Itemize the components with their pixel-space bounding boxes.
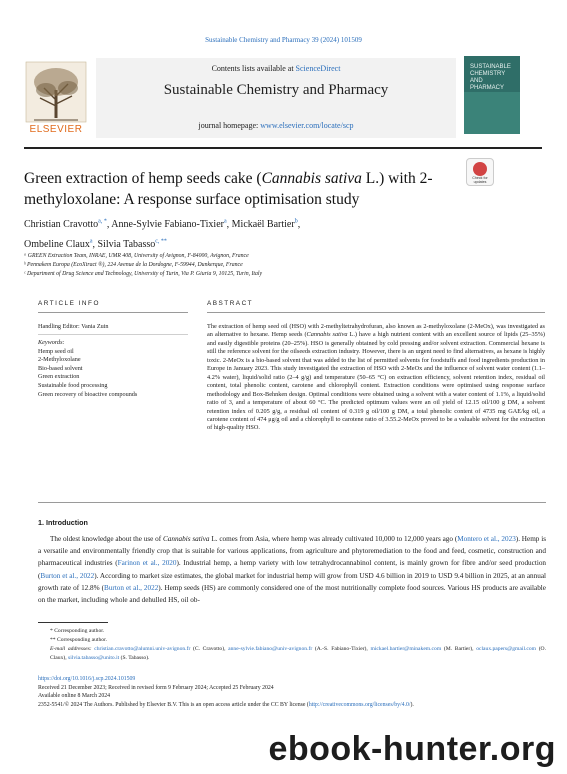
handling-editor: Handling Editor: Vania Zuin xyxy=(38,323,109,330)
license-statement: 2352-5541/© 2024 The Authors. Published by Elsevier B.V. This is an open access article under the CC BY license (http://creativecommons.org/licenses/by/4.0/). xyxy=(38,701,414,708)
article-info-header: ARTICLE INFO xyxy=(38,300,100,307)
affiliation-b: ᵇ Pennakem Europa (EcoXtract ®), 224 Avenue de la Dordogne, F-59944, Dunkerque, France xyxy=(24,262,243,268)
affiliation-c: ᶜ Department of Drug Science and Technology, University of Turin, Via P. Giuria 9, 10125, Turin, Italy xyxy=(24,271,263,277)
journal-title: Sustainable Chemistry and Pharmacy xyxy=(163,82,389,98)
email-link[interactable]: anne-sylvie.fabiano@univ-avignon.fr xyxy=(228,646,313,652)
article-title xyxy=(24,168,454,210)
abstract-text: The extraction of hemp seed oil (HSO) with 2-methyltetrahydrofuran, also known as 2-methyloxolane (2-MeOx), was investigated as an alternative to hexane. Hemp seeds (Cannabis sativa L.) have a high nutrient content with an excellent source of lipids (25–35%) and easily digestible proteins (20–25%). HSO is generally obtained by cold pressing and/or solvent extraction. Commercial hexane is still the reference solvent for the oilseeds extraction industry. However, there is an urgent need to find alternatives, as hexane is highly toxic. 2-MeOx is a bio-based solvent that was added to the list of permitted solvents for foodstuffs and food ingredients production in Europe in January 2023. This study investigated the extraction of HSO with 2-MeOx and the influence of solvent water content (1.1–4.2% water), liquid/solid ratio (2–4 g/g) and temperature (50–65 °C) on extraction efficiency, solvent retention index, residual oil content, total phenolic content, carotene and chlorophyll content. Extraction conditions were optimised using response surface methodology and Box-Behnken design. Optimal conditions were obtained using a solvent with a water content of 1.1%, a liquid/solid ratio of 3, and a temperature of about 60 °C. The predicted optimum values were an oil yield of 12.15 oil/100 g DM, a solvent retention index of 0.205 g/g, a residual oil content of 0.319 g oil/100 g DM, a total phenolic content of 4735 mg GAE/kg oil, a carotene content of 474 μg/g oil and a chlorophyll to carotene ratio of 3.55.2-MeOx proved to be a valuable solvent for the extraction of high-quality HSO. xyxy=(207,323,545,432)
keywords-block xyxy=(38,339,188,399)
keyword: 2-Methyloxolane xyxy=(38,356,81,364)
footnotes xyxy=(38,627,546,663)
email-link[interactable]: christian.cravotto@alumni.univ-avignon.fr xyxy=(94,646,191,652)
journal-cover-image xyxy=(464,56,520,134)
contents-line xyxy=(96,64,456,73)
introduction-heading: 1. Introduction xyxy=(38,518,88,527)
elsevier-logo xyxy=(24,60,88,140)
citation-link[interactable]: Burton et al., 2022 xyxy=(104,583,159,592)
check-updates-label: Check for updates xyxy=(472,176,488,184)
author[interactable]: Mickaël Bartier$^b$, xyxy=(231,219,301,231)
header-rule xyxy=(24,147,542,149)
keyword: Green recovery of bioactive compounds xyxy=(38,390,138,398)
keyword: Bio-based solvent xyxy=(38,364,83,372)
author-list xyxy=(24,214,504,253)
corresponding-author-2: ** Corresponding author. xyxy=(50,637,108,643)
check-updates-icon xyxy=(473,162,487,176)
citation-link[interactable]: Farinon et al., 2020 xyxy=(117,559,177,568)
info-divider xyxy=(38,334,188,335)
homepage-prefix: journal homepage: xyxy=(198,121,259,130)
email-link[interactable]: silvia.tabasso@unito.it xyxy=(68,655,120,661)
contents-prefix: Contents lists available at xyxy=(211,64,294,73)
journal-reference: Sustainable Chemistry and Pharmacy 39 (2024) 101509 xyxy=(205,36,362,44)
elsevier-wordmark: ELSEVIER xyxy=(29,124,83,135)
introduction-paragraph: The oldest knowledge about the use of Cannabis sativa L. comes from Asia, where hemp was already cultivated 10,000 to 12,000 years ago (Montero et al., 2023). Hemp is a versatile and environmentally friendly crop that is suitable for various applications, from agriculture and phytoremediation to the food and feed, cosmetic, construction and pharmaceutical industries (Farinon et al., 2020). Industrial hemp, a hemp variety with low tetrahydrocannabinol content, is mainly grown for fibre and/or seed production (Burton et al., 2022). According to market size estimates, the global market for industrial hemp will grow from USD 4.6 billion in 2019 to USD 9.4 billion in 2025, at an annual growth rate of 12.8% (Burton et al., 2022). Hemp seeds (HS) are commonly considered one of the most nutritionally complete food sources. Various HS products are available on the market, including whole and dehulled HS, oil ob- xyxy=(38,535,547,605)
title-text-2: L.) with 2-methyloxolane: A response surface optimisation study xyxy=(24,170,433,208)
title-text-1: Green extraction of hemp seeds cake ( xyxy=(24,170,262,187)
article-info-rule xyxy=(38,312,188,313)
journal-homepage-line xyxy=(96,121,456,130)
keyword: Hemp seed oil xyxy=(38,347,74,355)
journal-homepage-link[interactable]: www.elsevier.com/locate/scp xyxy=(260,121,354,130)
keywords-label: Keywords: xyxy=(38,339,65,346)
email-addresses: E-mail addresses: christian.cravotto@alumni.univ-avignon.fr (C. Cravotto), anne-sylvie.fabiano@univ-avignon.fr (A.-S. Fabiano-Tixier), mickael.bartier@minakem.com (M. Bartier), oclaux.papers@gmail.com (O. Claux), silvia.tabasso@unito.it (S. Tabasso). xyxy=(50,646,546,661)
author[interactable]: Ombeline Claux$^a$, xyxy=(24,238,98,250)
watermark-text: ebook-hunter.org xyxy=(268,730,556,768)
footnote-rule xyxy=(38,622,108,623)
citation-link[interactable]: Montero et al., 2023 xyxy=(457,535,516,543)
citation-link[interactable]: Burton et al., 2022 xyxy=(40,571,95,580)
corresponding-author-1: * Corresponding author. xyxy=(50,628,105,634)
author[interactable]: Anne-Sylvie Fabiano-Tixier$^a$, xyxy=(111,219,232,231)
doi-link[interactable]: https://doi.org/10.1016/j.scp.2024.101509 xyxy=(38,676,136,682)
abstract-bottom-rule xyxy=(38,502,546,503)
keyword: Green extraction xyxy=(38,373,80,381)
article-metadata xyxy=(38,675,546,709)
license-link[interactable]: http://creativecommons.org/licenses/by/4.0/ xyxy=(308,701,411,708)
abstract-rule xyxy=(207,312,545,313)
cover-band xyxy=(464,92,520,134)
abstract-header: ABSTRACT xyxy=(207,300,254,307)
affiliation-a: ᵃ GREEN Extraction Team, INRAE, UMR 408, University of Avignon, F-84000, Avignon, France xyxy=(24,253,249,259)
check-for-updates-badge[interactable] xyxy=(466,158,494,186)
author[interactable]: Silvia Tabasso$^{c, **}$ xyxy=(97,238,167,250)
email-link[interactable]: mickael.bartier@minakem.com xyxy=(370,646,442,652)
available-online: Available online 8 March 2024 xyxy=(38,693,111,700)
author[interactable]: Christian Cravotto$^{a, *}$, xyxy=(24,219,112,231)
received-dates: Received 21 December 2023; Received in revised form 9 February 2024; Accepted 25 February 2024 xyxy=(38,684,274,691)
sciencedirect-link[interactable]: ScienceDirect xyxy=(295,64,341,73)
email-link[interactable]: oclaux.papers@gmail.com xyxy=(476,646,537,652)
keyword: Sustainable food processing xyxy=(38,381,108,389)
title-species: Cannabis sativa xyxy=(261,170,362,187)
cover-title: SUSTAINABLE CHEMISTRY AND PHARMACY xyxy=(470,64,511,91)
